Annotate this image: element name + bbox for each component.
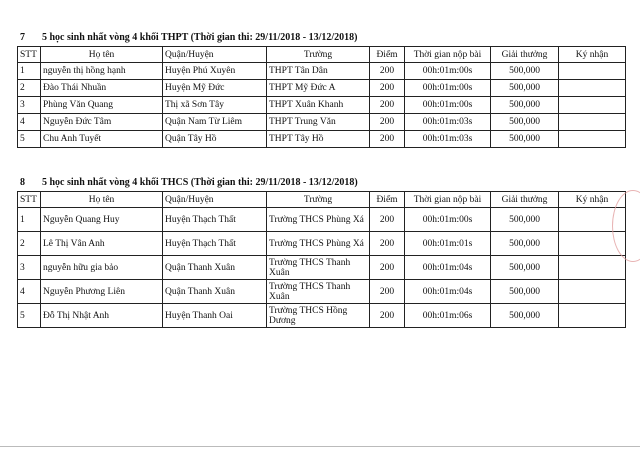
cell-school: Trường THCS Thanh Xuân — [267, 256, 370, 280]
cell-time: 00h:01m:00s — [405, 97, 491, 114]
cell-prize: 500,000 — [491, 232, 559, 256]
section-8-title — [20, 177, 358, 188]
table-row — [18, 131, 626, 148]
cell-stt: 2 — [18, 80, 41, 97]
cell-time: 00h:01m:03s — [405, 131, 491, 148]
cell-stt: 4 — [18, 280, 41, 304]
thpt-results-table — [17, 46, 626, 148]
cell-time: 00h:01m:00s — [405, 208, 491, 232]
section-heading: 5 học sinh nhất vòng 4 khối THPT (Thời gian thi: 29/11/2018 - 13/12/2018) — [42, 32, 358, 43]
cell-name: Chu Anh Tuyết — [41, 131, 163, 148]
cell-school: THPT Mỹ Đức A — [267, 80, 370, 97]
cell-time: 00h:01m:04s — [405, 256, 491, 280]
cell-time: 00h:01m:00s — [405, 80, 491, 97]
header-prize: Giải thưởng — [491, 47, 559, 63]
cell-name: Nguyễn Quang Huy — [41, 208, 163, 232]
cell-sign — [559, 97, 626, 114]
cell-sign — [559, 63, 626, 80]
section-number: 8 — [20, 177, 25, 188]
cell-prize: 500,000 — [491, 304, 559, 328]
cell-prize: 500,000 — [491, 280, 559, 304]
cell-stt: 3 — [18, 256, 41, 280]
cell-prize: 500,000 — [491, 97, 559, 114]
table-row — [18, 304, 626, 328]
header-stt: STT — [18, 192, 41, 208]
cell-sign — [559, 256, 626, 280]
cell-score: 200 — [370, 256, 405, 280]
cell-name: Nguyễn Đức Tâm — [41, 114, 163, 131]
cell-time: 00h:01m:01s — [405, 232, 491, 256]
cell-district: Huyện Phú Xuyên — [163, 63, 267, 80]
cell-time: 00h:01m:03s — [405, 114, 491, 131]
cell-school: Trường THCS Phùng Xá — [267, 208, 370, 232]
header-time: Thời gian nộp bài — [405, 192, 491, 208]
cell-score: 200 — [370, 304, 405, 328]
header-school: Trường — [267, 47, 370, 63]
header-sign: Ký nhận — [559, 47, 626, 63]
cell-name: nguyễn thị hồng hạnh — [41, 63, 163, 80]
cell-score: 200 — [370, 63, 405, 80]
cell-school: THPT Trung Văn — [267, 114, 370, 131]
cell-school: Trường THCS Hồng Dương — [267, 304, 370, 328]
cell-score: 200 — [370, 80, 405, 97]
cell-sign — [559, 131, 626, 148]
cell-school: THPT Tây Hồ — [267, 131, 370, 148]
section-heading: 5 học sinh nhất vòng 4 khối THCS (Thời gian thi: 29/11/2018 - 13/12/2018) — [42, 177, 358, 188]
cell-stt: 1 — [18, 208, 41, 232]
cell-score: 200 — [370, 131, 405, 148]
cell-district: Quận Nam Từ Liêm — [163, 114, 267, 131]
header-prize: Giải thưởng — [491, 192, 559, 208]
cell-score: 200 — [370, 97, 405, 114]
cell-name: Phùng Văn Quang — [41, 97, 163, 114]
cell-score: 200 — [370, 114, 405, 131]
table-row — [18, 208, 626, 232]
cell-school: Trường THCS Phùng Xá — [267, 232, 370, 256]
cell-name: Đào Thái Nhuần — [41, 80, 163, 97]
table-header-row — [18, 47, 626, 63]
page-edge-divider — [0, 446, 640, 447]
cell-time: 00h:01m:04s — [405, 280, 491, 304]
cell-district: Huyện Mỹ Đức — [163, 80, 267, 97]
table-row — [18, 63, 626, 80]
cell-time: 00h:01m:06s — [405, 304, 491, 328]
cell-sign — [559, 114, 626, 131]
cell-stt: 4 — [18, 114, 41, 131]
cell-stt: 5 — [18, 131, 41, 148]
cell-school: THPT Tân Dân — [267, 63, 370, 80]
table-header-row — [18, 192, 626, 208]
cell-district: Thị xã Sơn Tây — [163, 97, 267, 114]
header-sign: Ký nhận — [559, 192, 626, 208]
header-district: Quận/Huyện — [163, 192, 267, 208]
table-row — [18, 114, 626, 131]
cell-school: Trường THCS Thanh Xuân — [267, 280, 370, 304]
cell-score: 200 — [370, 232, 405, 256]
cell-name: Nguyễn Phương Liên — [41, 280, 163, 304]
cell-name: Đỗ Thị Nhật Anh — [41, 304, 163, 328]
cell-score: 200 — [370, 280, 405, 304]
header-time: Thời gian nộp bài — [405, 47, 491, 63]
table-row — [18, 80, 626, 97]
thcs-results-table — [17, 191, 626, 328]
cell-time: 00h:01m:00s — [405, 63, 491, 80]
cell-district: Quận Thanh Xuân — [163, 256, 267, 280]
table-row — [18, 280, 626, 304]
header-score: Điểm — [370, 47, 405, 63]
table-row — [18, 97, 626, 114]
cell-stt: 5 — [18, 304, 41, 328]
header-score: Điểm — [370, 192, 405, 208]
cell-district: Huyện Thạch Thất — [163, 232, 267, 256]
header-school: Trường — [267, 192, 370, 208]
cell-stt: 1 — [18, 63, 41, 80]
cell-district: Quận Tây Hồ — [163, 131, 267, 148]
cell-stt: 3 — [18, 97, 41, 114]
section-number: 7 — [20, 32, 25, 43]
header-district: Quận/Huyện — [163, 47, 267, 63]
cell-name: Lê Thị Vân Anh — [41, 232, 163, 256]
cell-stt: 2 — [18, 232, 41, 256]
cell-district: Huyện Thạch Thất — [163, 208, 267, 232]
cell-sign — [559, 304, 626, 328]
cell-prize: 500,000 — [491, 114, 559, 131]
table-row — [18, 232, 626, 256]
cell-prize: 500,000 — [491, 80, 559, 97]
cell-prize: 500,000 — [491, 208, 559, 232]
header-name: Họ tên — [41, 192, 163, 208]
cell-name: nguyễn hữu gia bảo — [41, 256, 163, 280]
cell-prize: 500,000 — [491, 256, 559, 280]
header-stt: STT — [18, 47, 41, 63]
cell-prize: 500,000 — [491, 63, 559, 80]
header-name: Họ tên — [41, 47, 163, 63]
cell-prize: 500,000 — [491, 131, 559, 148]
section-7-title — [20, 32, 358, 43]
cell-sign — [559, 280, 626, 304]
table-row — [18, 256, 626, 280]
cell-school: THPT Xuân Khanh — [267, 97, 370, 114]
cell-score: 200 — [370, 208, 405, 232]
cell-sign — [559, 80, 626, 97]
cell-district: Huyện Thanh Oai — [163, 304, 267, 328]
cell-district: Quận Thanh Xuân — [163, 280, 267, 304]
